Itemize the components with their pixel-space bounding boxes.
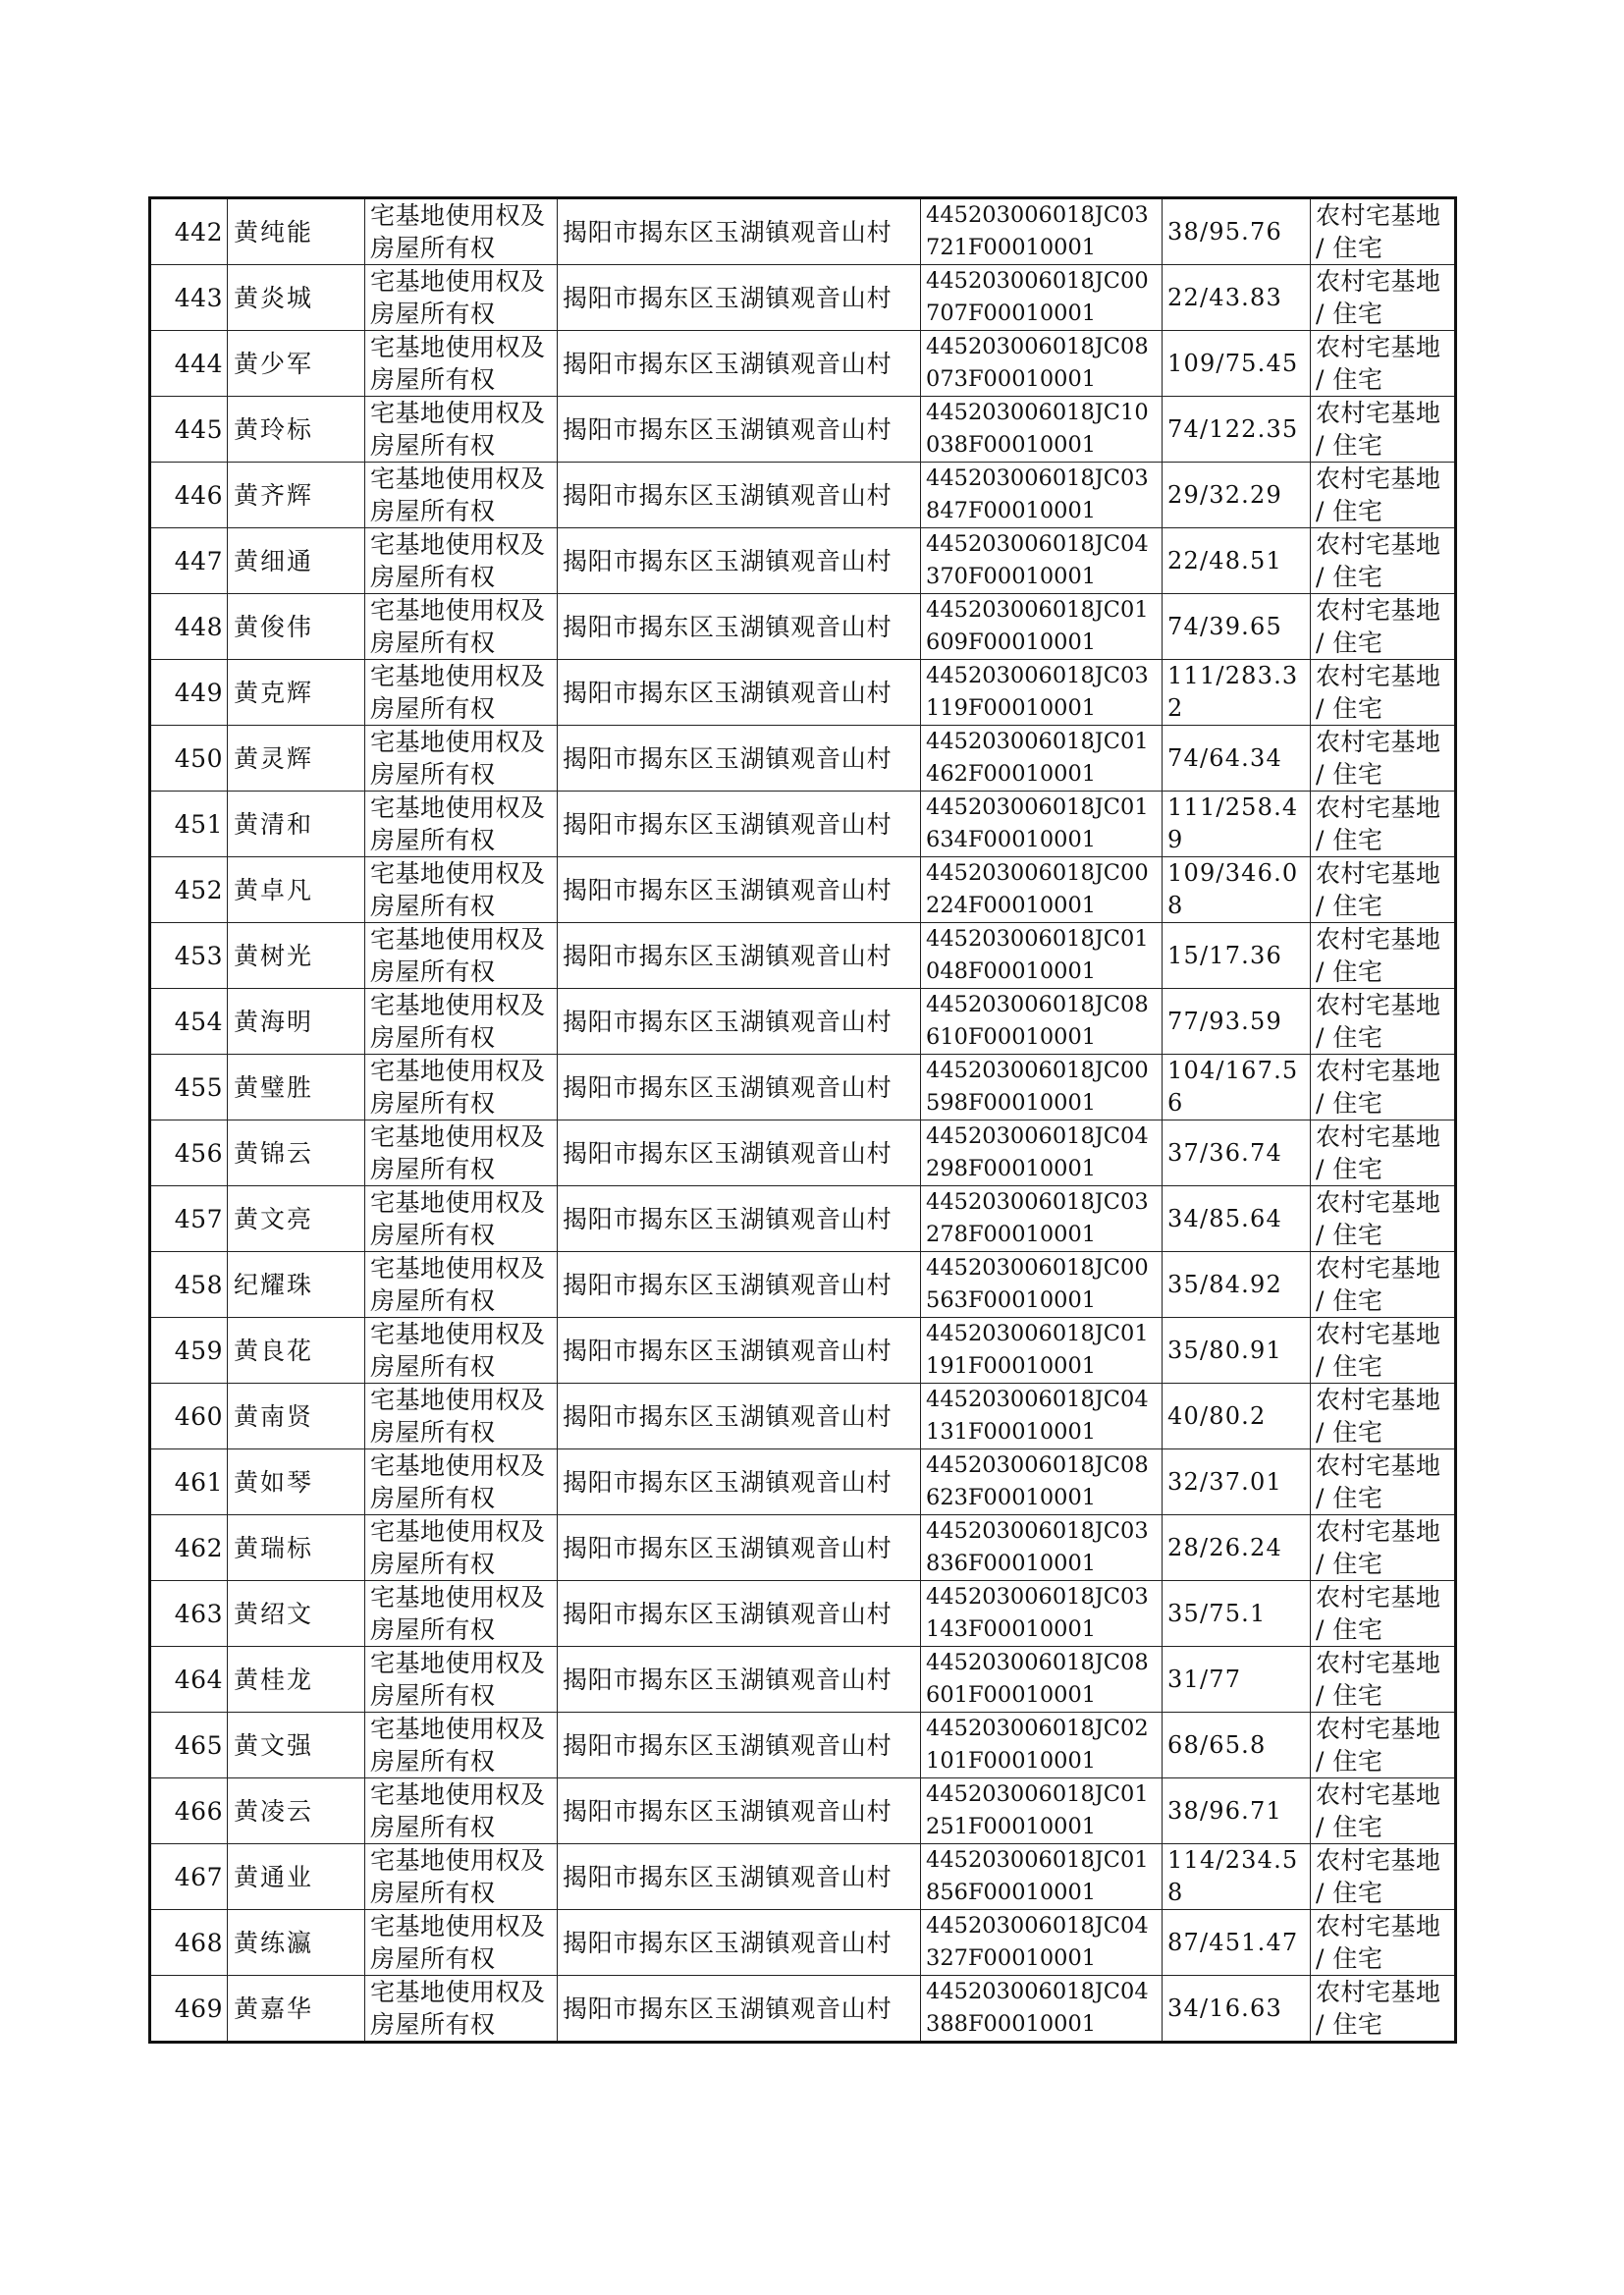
location-cell: 揭阳市揭东区玉湖镇观音山村 <box>558 594 921 660</box>
location-cell: 揭阳市揭东区玉湖镇观音山村 <box>558 1252 921 1318</box>
area-cell: 15/17.36 <box>1163 923 1311 989</box>
row-number-cell: 469 <box>150 1976 228 2043</box>
area-cell: 111/283.32 <box>1163 660 1311 726</box>
location-cell: 揭阳市揭东区玉湖镇观音山村 <box>558 1647 921 1713</box>
owner-name-cell: 黄良花 <box>228 1318 365 1384</box>
land-use-cell: 农村宅基地 / 住宅 <box>1311 1976 1456 2043</box>
owner-name-cell: 黄海明 <box>228 989 365 1055</box>
area-cell: 35/84.92 <box>1163 1252 1311 1318</box>
table-row <box>150 1515 1456 1581</box>
land-use-cell: 农村宅基地 / 住宅 <box>1311 660 1456 726</box>
table-row <box>150 726 1456 792</box>
area-cell: 29/32.29 <box>1163 463 1311 528</box>
unit-code-cell: 445203006018JC03721F00010001 <box>921 198 1163 265</box>
unit-code-cell: 445203006018JC01191F00010001 <box>921 1318 1163 1384</box>
land-use-cell: 农村宅基地 / 住宅 <box>1311 1844 1456 1910</box>
land-use-cell: 农村宅基地 / 住宅 <box>1311 1252 1456 1318</box>
table-row <box>150 594 1456 660</box>
table-row <box>150 528 1456 594</box>
owner-name-cell: 黄璧胜 <box>228 1055 365 1120</box>
unit-code-cell: 445203006018JC04131F00010001 <box>921 1384 1163 1449</box>
location-cell: 揭阳市揭东区玉湖镇观音山村 <box>558 1120 921 1186</box>
location-cell: 揭阳市揭东区玉湖镇观音山村 <box>558 792 921 857</box>
unit-code-cell: 445203006018JC04370F00010001 <box>921 528 1163 594</box>
owner-name-cell: 黄通业 <box>228 1844 365 1910</box>
area-cell: 28/26.24 <box>1163 1515 1311 1581</box>
location-cell: 揭阳市揭东区玉湖镇观音山村 <box>558 1713 921 1778</box>
area-cell: 22/48.51 <box>1163 528 1311 594</box>
land-use-cell: 农村宅基地 / 住宅 <box>1311 1186 1456 1252</box>
table-row <box>150 989 1456 1055</box>
row-number-cell: 468 <box>150 1910 228 1976</box>
row-number-cell: 450 <box>150 726 228 792</box>
table-row <box>150 1581 1456 1647</box>
table-row <box>150 1778 1456 1844</box>
row-number-cell: 444 <box>150 331 228 397</box>
row-number-cell: 456 <box>150 1120 228 1186</box>
table-row <box>150 1120 1456 1186</box>
owner-name-cell: 黄玲标 <box>228 397 365 463</box>
owner-name-cell: 黄练瀛 <box>228 1910 365 1976</box>
owner-name-cell: 黄细通 <box>228 528 365 594</box>
area-cell: 22/43.83 <box>1163 265 1311 331</box>
owner-name-cell: 黄俊伟 <box>228 594 365 660</box>
owner-name-cell: 黄树光 <box>228 923 365 989</box>
table-row <box>150 1384 1456 1449</box>
table-row <box>150 1252 1456 1318</box>
row-number-cell: 446 <box>150 463 228 528</box>
area-cell: 74/122.35 <box>1163 397 1311 463</box>
location-cell: 揭阳市揭东区玉湖镇观音山村 <box>558 1976 921 2043</box>
table-row <box>150 1647 1456 1713</box>
area-cell: 37/36.74 <box>1163 1120 1311 1186</box>
right-type-cell: 宅基地使用权及房屋所有权 <box>365 1449 558 1515</box>
right-type-cell: 宅基地使用权及房屋所有权 <box>365 1976 558 2043</box>
owner-name-cell: 黄文亮 <box>228 1186 365 1252</box>
unit-code-cell: 445203006018JC02101F00010001 <box>921 1713 1163 1778</box>
location-cell: 揭阳市揭东区玉湖镇观音山村 <box>558 198 921 265</box>
right-type-cell: 宅基地使用权及房屋所有权 <box>365 1713 558 1778</box>
owner-name-cell: 黄纯能 <box>228 198 365 265</box>
area-cell: 111/258.49 <box>1163 792 1311 857</box>
owner-name-cell: 纪耀珠 <box>228 1252 365 1318</box>
unit-code-cell: 445203006018JC00224F00010001 <box>921 857 1163 923</box>
land-use-cell: 农村宅基地 / 住宅 <box>1311 989 1456 1055</box>
table-row <box>150 1713 1456 1778</box>
location-cell: 揭阳市揭东区玉湖镇观音山村 <box>558 331 921 397</box>
row-number-cell: 455 <box>150 1055 228 1120</box>
owner-name-cell: 黄克辉 <box>228 660 365 726</box>
location-cell: 揭阳市揭东区玉湖镇观音山村 <box>558 463 921 528</box>
table-row <box>150 1844 1456 1910</box>
area-cell: 109/75.45 <box>1163 331 1311 397</box>
row-number-cell: 459 <box>150 1318 228 1384</box>
table-row <box>150 1186 1456 1252</box>
area-cell: 32/37.01 <box>1163 1449 1311 1515</box>
row-number-cell: 452 <box>150 857 228 923</box>
right-type-cell: 宅基地使用权及房屋所有权 <box>365 1055 558 1120</box>
area-cell: 77/93.59 <box>1163 989 1311 1055</box>
land-use-cell: 农村宅基地 / 住宅 <box>1311 1055 1456 1120</box>
land-use-cell: 农村宅基地 / 住宅 <box>1311 1515 1456 1581</box>
land-use-cell: 农村宅基地 / 住宅 <box>1311 1384 1456 1449</box>
land-use-cell: 农村宅基地 / 住宅 <box>1311 857 1456 923</box>
location-cell: 揭阳市揭东区玉湖镇观音山村 <box>558 726 921 792</box>
row-number-cell: 461 <box>150 1449 228 1515</box>
row-number-cell: 448 <box>150 594 228 660</box>
location-cell: 揭阳市揭东区玉湖镇观音山村 <box>558 857 921 923</box>
land-use-cell: 农村宅基地 / 住宅 <box>1311 198 1456 265</box>
row-number-cell: 447 <box>150 528 228 594</box>
right-type-cell: 宅基地使用权及房屋所有权 <box>365 1844 558 1910</box>
owner-name-cell: 黄灵辉 <box>228 726 365 792</box>
land-use-cell: 农村宅基地 / 住宅 <box>1311 726 1456 792</box>
land-use-cell: 农村宅基地 / 住宅 <box>1311 1449 1456 1515</box>
table-row <box>150 463 1456 528</box>
unit-code-cell: 445203006018JC00563F00010001 <box>921 1252 1163 1318</box>
unit-code-cell: 445203006018JC04327F00010001 <box>921 1910 1163 1976</box>
table-row <box>150 1910 1456 1976</box>
table-row <box>150 857 1456 923</box>
location-cell: 揭阳市揭东区玉湖镇观音山村 <box>558 265 921 331</box>
land-use-cell: 农村宅基地 / 住宅 <box>1311 463 1456 528</box>
unit-code-cell: 445203006018JC00707F00010001 <box>921 265 1163 331</box>
table-row <box>150 265 1456 331</box>
row-number-cell: 463 <box>150 1581 228 1647</box>
right-type-cell: 宅基地使用权及房屋所有权 <box>365 1318 558 1384</box>
area-cell: 74/39.65 <box>1163 594 1311 660</box>
owner-name-cell: 黄绍文 <box>228 1581 365 1647</box>
area-cell: 34/16.63 <box>1163 1976 1311 2043</box>
table-row <box>150 397 1456 463</box>
unit-code-cell: 445203006018JC04298F00010001 <box>921 1120 1163 1186</box>
owner-name-cell: 黄如琴 <box>228 1449 365 1515</box>
unit-code-cell: 445203006018JC08610F00010001 <box>921 989 1163 1055</box>
right-type-cell: 宅基地使用权及房屋所有权 <box>365 198 558 265</box>
row-number-cell: 464 <box>150 1647 228 1713</box>
row-number-cell: 462 <box>150 1515 228 1581</box>
land-use-cell: 农村宅基地 / 住宅 <box>1311 792 1456 857</box>
unit-code-cell: 445203006018JC08601F00010001 <box>921 1647 1163 1713</box>
right-type-cell: 宅基地使用权及房屋所有权 <box>365 923 558 989</box>
row-number-cell: 442 <box>150 198 228 265</box>
right-type-cell: 宅基地使用权及房屋所有权 <box>365 989 558 1055</box>
location-cell: 揭阳市揭东区玉湖镇观音山村 <box>558 1186 921 1252</box>
row-number-cell: 449 <box>150 660 228 726</box>
row-number-cell: 451 <box>150 792 228 857</box>
area-cell: 40/80.2 <box>1163 1384 1311 1449</box>
land-use-cell: 农村宅基地 / 住宅 <box>1311 1581 1456 1647</box>
table-row <box>150 1055 1456 1120</box>
unit-code-cell: 445203006018JC03836F00010001 <box>921 1515 1163 1581</box>
unit-code-cell: 445203006018JC01856F00010001 <box>921 1844 1163 1910</box>
unit-code-cell: 445203006018JC01462F00010001 <box>921 726 1163 792</box>
right-type-cell: 宅基地使用权及房屋所有权 <box>365 1515 558 1581</box>
area-cell: 34/85.64 <box>1163 1186 1311 1252</box>
row-number-cell: 458 <box>150 1252 228 1318</box>
location-cell: 揭阳市揭东区玉湖镇观音山村 <box>558 528 921 594</box>
right-type-cell: 宅基地使用权及房屋所有权 <box>365 331 558 397</box>
land-use-cell: 农村宅基地 / 住宅 <box>1311 1318 1456 1384</box>
area-cell: 74/64.34 <box>1163 726 1311 792</box>
right-type-cell: 宅基地使用权及房屋所有权 <box>365 397 558 463</box>
row-number-cell: 445 <box>150 397 228 463</box>
land-use-cell: 农村宅基地 / 住宅 <box>1311 1910 1456 1976</box>
owner-name-cell: 黄清和 <box>228 792 365 857</box>
area-cell: 35/75.1 <box>1163 1581 1311 1647</box>
row-number-cell: 467 <box>150 1844 228 1910</box>
unit-code-cell: 445203006018JC01609F00010001 <box>921 594 1163 660</box>
right-type-cell: 宅基地使用权及房屋所有权 <box>365 1910 558 1976</box>
area-cell: 31/77 <box>1163 1647 1311 1713</box>
area-cell: 109/346.08 <box>1163 857 1311 923</box>
table-row <box>150 198 1456 265</box>
right-type-cell: 宅基地使用权及房屋所有权 <box>365 1120 558 1186</box>
table-row <box>150 1976 1456 2043</box>
area-cell: 38/95.76 <box>1163 198 1311 265</box>
unit-code-cell: 445203006018JC01048F00010001 <box>921 923 1163 989</box>
owner-name-cell: 黄锦云 <box>228 1120 365 1186</box>
owner-name-cell: 黄少军 <box>228 331 365 397</box>
unit-code-cell: 445203006018JC00598F00010001 <box>921 1055 1163 1120</box>
right-type-cell: 宅基地使用权及房屋所有权 <box>365 1252 558 1318</box>
location-cell: 揭阳市揭东区玉湖镇观音山村 <box>558 1778 921 1844</box>
row-number-cell: 465 <box>150 1713 228 1778</box>
right-type-cell: 宅基地使用权及房屋所有权 <box>365 660 558 726</box>
table-row <box>150 792 1456 857</box>
table-row <box>150 660 1456 726</box>
land-use-cell: 农村宅基地 / 住宅 <box>1311 923 1456 989</box>
right-type-cell: 宅基地使用权及房屋所有权 <box>365 1384 558 1449</box>
location-cell: 揭阳市揭东区玉湖镇观音山村 <box>558 1581 921 1647</box>
unit-code-cell: 445203006018JC03119F00010001 <box>921 660 1163 726</box>
location-cell: 揭阳市揭东区玉湖镇观音山村 <box>558 1318 921 1384</box>
land-use-cell: 农村宅基地 / 住宅 <box>1311 397 1456 463</box>
right-type-cell: 宅基地使用权及房屋所有权 <box>365 528 558 594</box>
area-cell: 38/96.71 <box>1163 1778 1311 1844</box>
owner-name-cell: 黄凌云 <box>228 1778 365 1844</box>
unit-code-cell: 445203006018JC08623F00010001 <box>921 1449 1163 1515</box>
table-row <box>150 1449 1456 1515</box>
right-type-cell: 宅基地使用权及房屋所有权 <box>365 726 558 792</box>
right-type-cell: 宅基地使用权及房屋所有权 <box>365 1186 558 1252</box>
land-use-cell: 农村宅基地 / 住宅 <box>1311 1713 1456 1778</box>
location-cell: 揭阳市揭东区玉湖镇观音山村 <box>558 989 921 1055</box>
unit-code-cell: 445203006018JC03143F00010001 <box>921 1581 1163 1647</box>
right-type-cell: 宅基地使用权及房屋所有权 <box>365 857 558 923</box>
owner-name-cell: 黄南贤 <box>228 1384 365 1449</box>
row-number-cell: 466 <box>150 1778 228 1844</box>
location-cell: 揭阳市揭东区玉湖镇观音山村 <box>558 660 921 726</box>
right-type-cell: 宅基地使用权及房屋所有权 <box>365 594 558 660</box>
table-row <box>150 923 1456 989</box>
location-cell: 揭阳市揭东区玉湖镇观音山村 <box>558 923 921 989</box>
area-cell: 35/80.91 <box>1163 1318 1311 1384</box>
unit-code-cell: 445203006018JC01251F00010001 <box>921 1778 1163 1844</box>
owner-name-cell: 黄卓凡 <box>228 857 365 923</box>
row-number-cell: 443 <box>150 265 228 331</box>
registry-table-body <box>150 198 1456 2043</box>
area-cell: 104/167.56 <box>1163 1055 1311 1120</box>
land-use-cell: 农村宅基地 / 住宅 <box>1311 1647 1456 1713</box>
location-cell: 揭阳市揭东区玉湖镇观音山村 <box>558 1844 921 1910</box>
owner-name-cell: 黄齐辉 <box>228 463 365 528</box>
unit-code-cell: 445203006018JC03278F00010001 <box>921 1186 1163 1252</box>
registry-table <box>148 196 1457 2044</box>
land-use-cell: 农村宅基地 / 住宅 <box>1311 1778 1456 1844</box>
right-type-cell: 宅基地使用权及房屋所有权 <box>365 792 558 857</box>
area-cell: 114/234.58 <box>1163 1844 1311 1910</box>
unit-code-cell: 445203006018JC03847F00010001 <box>921 463 1163 528</box>
owner-name-cell: 黄炎城 <box>228 265 365 331</box>
row-number-cell: 453 <box>150 923 228 989</box>
location-cell: 揭阳市揭东区玉湖镇观音山村 <box>558 1449 921 1515</box>
area-cell: 68/65.8 <box>1163 1713 1311 1778</box>
land-use-cell: 农村宅基地 / 住宅 <box>1311 1120 1456 1186</box>
unit-code-cell: 445203006018JC10038F00010001 <box>921 397 1163 463</box>
owner-name-cell: 黄嘉华 <box>228 1976 365 2043</box>
area-cell: 87/451.47 <box>1163 1910 1311 1976</box>
table-row <box>150 331 1456 397</box>
right-type-cell: 宅基地使用权及房屋所有权 <box>365 265 558 331</box>
right-type-cell: 宅基地使用权及房屋所有权 <box>365 463 558 528</box>
land-use-cell: 农村宅基地 / 住宅 <box>1311 594 1456 660</box>
location-cell: 揭阳市揭东区玉湖镇观音山村 <box>558 397 921 463</box>
owner-name-cell: 黄桂龙 <box>228 1647 365 1713</box>
land-use-cell: 农村宅基地 / 住宅 <box>1311 331 1456 397</box>
land-use-cell: 农村宅基地 / 住宅 <box>1311 265 1456 331</box>
right-type-cell: 宅基地使用权及房屋所有权 <box>365 1647 558 1713</box>
land-use-cell: 农村宅基地 / 住宅 <box>1311 528 1456 594</box>
table-row <box>150 1318 1456 1384</box>
unit-code-cell: 445203006018JC04388F00010001 <box>921 1976 1163 2043</box>
owner-name-cell: 黄文强 <box>228 1713 365 1778</box>
location-cell: 揭阳市揭东区玉湖镇观音山村 <box>558 1384 921 1449</box>
row-number-cell: 454 <box>150 989 228 1055</box>
location-cell: 揭阳市揭东区玉湖镇观音山村 <box>558 1055 921 1120</box>
right-type-cell: 宅基地使用权及房屋所有权 <box>365 1778 558 1844</box>
right-type-cell: 宅基地使用权及房屋所有权 <box>365 1581 558 1647</box>
owner-name-cell: 黄瑞标 <box>228 1515 365 1581</box>
row-number-cell: 457 <box>150 1186 228 1252</box>
location-cell: 揭阳市揭东区玉湖镇观音山村 <box>558 1910 921 1976</box>
location-cell: 揭阳市揭东区玉湖镇观音山村 <box>558 1515 921 1581</box>
unit-code-cell: 445203006018JC01634F00010001 <box>921 792 1163 857</box>
row-number-cell: 460 <box>150 1384 228 1449</box>
unit-code-cell: 445203006018JC08073F00010001 <box>921 331 1163 397</box>
